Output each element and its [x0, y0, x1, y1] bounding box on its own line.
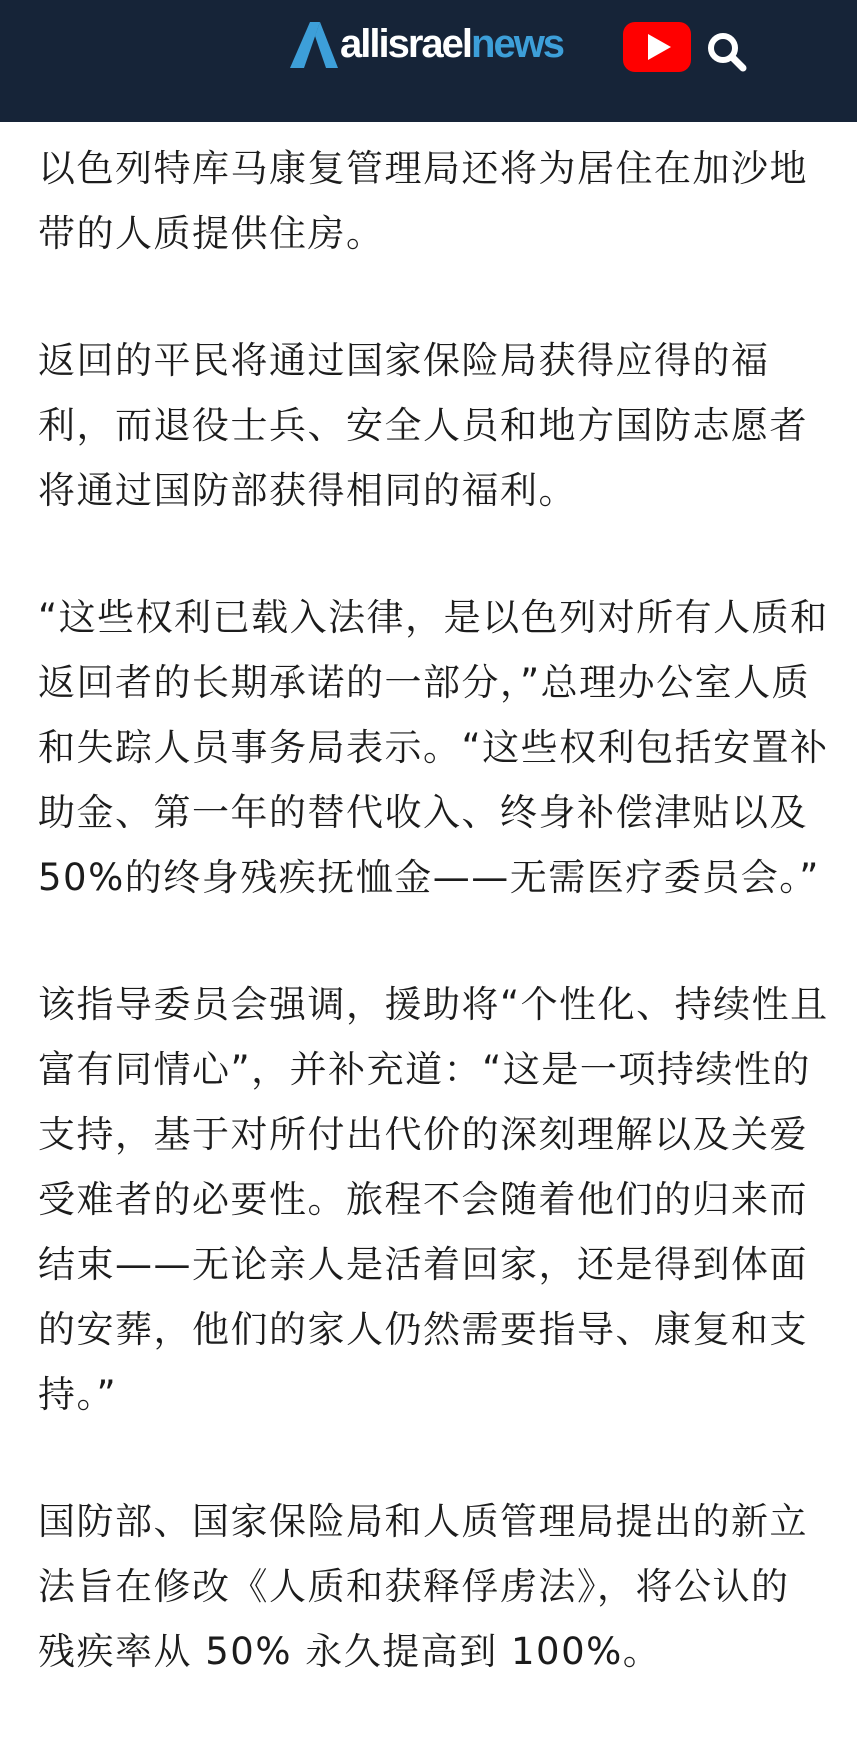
paragraph-line: 富有同情心”，并补充道：“这是一项持续性的 [38, 1048, 811, 1091]
paragraph-line: 带的人质提供住房。 [38, 212, 385, 255]
allisrael-logo-mark-icon [290, 18, 338, 70]
article-paragraph [38, 136, 828, 266]
site-header [0, 0, 857, 122]
youtube-icon[interactable] [623, 22, 691, 72]
paragraph-line: 以色列特库马康复管理局还将为居住在加沙地 [38, 147, 808, 190]
article-body [38, 136, 828, 1746]
paragraph-line: 助金、第一年的替代收入、终身补偿津贴以及 [38, 791, 808, 834]
paragraph-line: 国防部、国家保险局和人质管理局提出的新立 [38, 1500, 808, 1543]
article-paragraph [38, 585, 828, 910]
article-paragraph [38, 1489, 828, 1684]
paragraph-line: 和失踪人员事务局表示。“这些权利包括安置补 [38, 726, 829, 769]
site-logo-text [340, 14, 563, 74]
paragraph-line: 受难者的必要性。旅程不会随着他们的归来而 [38, 1178, 808, 1221]
paragraph-line: 残疾率从 50% 永久提高到 100%。 [38, 1630, 662, 1673]
paragraph-line: 法旨在修改《人质和获释俘虏法》，将公认的 [38, 1565, 790, 1608]
paragraph-line: 该指导委员会强调，援助将“个性化、持续性且 [38, 983, 829, 1026]
paragraph-line: “这些权利已载入法律，是以色列对所有人质和 [38, 596, 829, 639]
logo-text-news: news [471, 22, 564, 66]
paragraph-line: 返回者的长期承诺的一部分，”总理办公室人质 [38, 661, 811, 704]
site-logo[interactable] [290, 14, 563, 74]
article-paragraph [38, 972, 828, 1427]
paragraph-line: 结束——无论亲人是活着回家，还是得到体面 [38, 1243, 808, 1286]
paragraph-line: 持。” [38, 1373, 118, 1416]
paragraph-line: 利，而退役士兵、安全人员和地方国防志愿者 [38, 404, 808, 447]
paragraph-line: 将通过国防部获得相同的福利。 [38, 469, 577, 512]
search-icon[interactable] [703, 28, 751, 76]
logo-text-allisrael: allisrael [340, 22, 472, 66]
paragraph-line: 返回的平民将通过国家保险局获得应得的福 [38, 339, 770, 382]
article-paragraph [38, 328, 828, 523]
paragraph-line: 的安葬，他们的家人仍然需要指导、康复和支 [38, 1308, 808, 1351]
paragraph-line: 50%的终身残疾抚恤金——无需医疗委员会。” [38, 856, 820, 899]
paragraph-line: 支持，基于对所付出代价的深刻理解以及关爱 [38, 1113, 808, 1156]
